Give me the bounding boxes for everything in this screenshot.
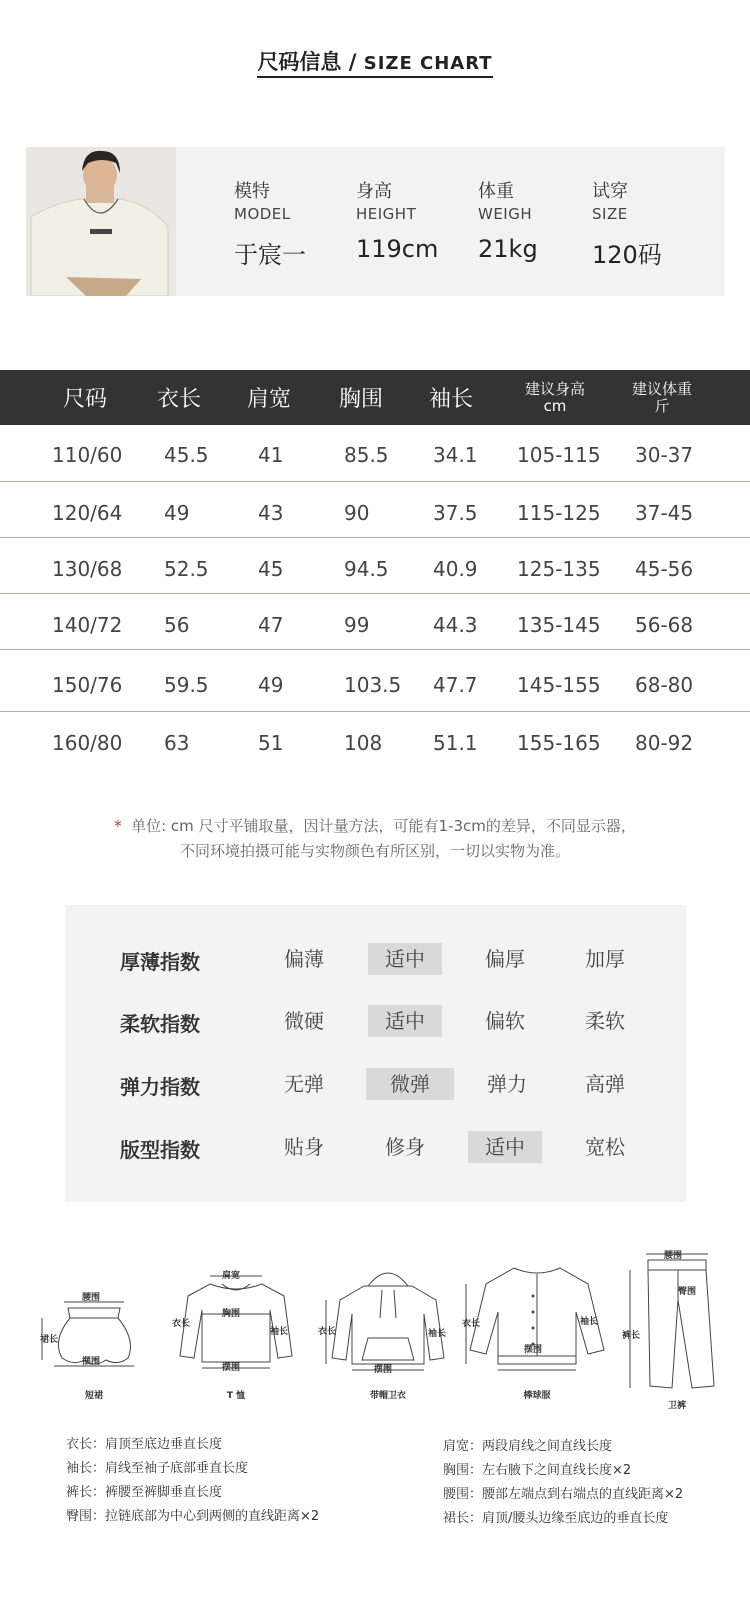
cell-length: 56 xyxy=(164,613,190,637)
definition-right: 肩宽：两段肩线之间直线长度 xyxy=(443,1439,613,1454)
definition-right: 腰围：腰部左端点到右端点的直线距离×2 xyxy=(443,1487,684,1502)
mark-length: 衣长 xyxy=(318,1327,337,1337)
mark-length: 衣长 xyxy=(172,1319,191,1329)
th-shoulder: 肩宽 xyxy=(246,387,291,412)
model-label-en: MODEL xyxy=(234,205,291,223)
index-option-selected: 适中 xyxy=(468,1131,542,1163)
cell-length: 52.5 xyxy=(164,557,209,581)
mark-waist: 腰围 xyxy=(664,1251,683,1261)
index-option: 宽松 xyxy=(585,1135,625,1159)
table-row xyxy=(0,593,750,650)
fabric-index-panel xyxy=(65,905,686,1202)
mark-sleeve: 袖长 xyxy=(270,1327,289,1337)
hoodie-diagram xyxy=(318,1260,458,1400)
cell-height: 115-125 xyxy=(517,501,601,525)
table-row xyxy=(0,481,750,538)
note-line1: 单位: cm 尺寸平铺取量，因计量方法，可能有1-3cm的差异，不同显示器， xyxy=(131,817,636,835)
cell-size: 140/72 xyxy=(52,613,123,637)
index-option: 偏软 xyxy=(485,1009,525,1033)
cell-chest: 108 xyxy=(344,731,383,755)
index-option: 高弹 xyxy=(585,1072,625,1096)
cell-height: 135-145 xyxy=(517,613,601,637)
th-weight: 建议体重 斤 xyxy=(631,379,692,415)
mark-length: 裙长 xyxy=(40,1335,59,1345)
weight-label-en: WEIGH xyxy=(478,205,533,223)
index-option: 弹力 xyxy=(487,1072,527,1096)
cell-sleeve: 44.3 xyxy=(433,613,478,637)
cell-size: 160/80 xyxy=(52,731,123,755)
index-option-selected: 适中 xyxy=(368,943,442,975)
cell-chest: 103.5 xyxy=(344,673,402,697)
th-length: 衣长 xyxy=(156,387,201,412)
model-label-cn: 模特 xyxy=(234,181,270,202)
index-option: 微硬 xyxy=(284,1009,324,1033)
definition-right: 裙长：肩顶/腰头边缘至底边的垂直长度 xyxy=(443,1511,669,1526)
definition-left: 臀围：拉链底部为中心到两侧的直线距离×2 xyxy=(66,1509,320,1524)
mark-hip: 臀围 xyxy=(678,1287,697,1297)
cell-size: 150/76 xyxy=(52,673,123,697)
definition-left: 袖长：肩线至袖子底部垂直长度 xyxy=(66,1461,249,1476)
mark-sleeve: 袖长 xyxy=(580,1317,599,1327)
index-option-selected: 微弹 xyxy=(366,1068,454,1100)
size-value: 120码 xyxy=(592,241,662,269)
cell-height: 155-165 xyxy=(517,731,601,755)
cell-sleeve: 47.7 xyxy=(433,673,478,697)
size-label-cn: 试穿 xyxy=(592,181,628,202)
definition-left: 裤长：裤腰至裤脚垂直长度 xyxy=(66,1485,223,1500)
pants-icon xyxy=(622,1248,732,1398)
note-star: * xyxy=(114,817,122,835)
index-option: 柔软 xyxy=(585,1009,625,1033)
garment-name: 短裙 xyxy=(84,1391,103,1401)
size-table-header xyxy=(0,370,750,425)
index-option: 加厚 xyxy=(585,947,625,971)
title-sep: / xyxy=(341,50,364,74)
garment-name: 带帽卫衣 xyxy=(369,1391,406,1401)
table-row xyxy=(0,711,750,767)
skirt-diagram xyxy=(34,1280,154,1400)
tshirt-diagram xyxy=(166,1266,306,1400)
sweatpants-diagram xyxy=(622,1248,732,1412)
table-row xyxy=(0,537,750,594)
index-option: 修身 xyxy=(385,1135,425,1159)
cell-sleeve: 37.5 xyxy=(433,501,478,525)
mark-hem: 摆围 xyxy=(222,1363,241,1373)
page-title xyxy=(0,46,750,76)
height-label-cn: 身高 xyxy=(356,181,392,202)
mark-hem: 摆围 xyxy=(82,1357,101,1367)
garment-name: 卫裤 xyxy=(667,1401,686,1411)
cell-chest: 85.5 xyxy=(344,443,389,467)
mark-length: 衣长 xyxy=(462,1319,481,1329)
index-label-thickness: 厚薄指数 xyxy=(120,950,200,974)
definition-right: 胸围：左右腋下之间直线长度×2 xyxy=(443,1463,632,1478)
cell-length: 49 xyxy=(164,501,190,525)
mark-sleeve: 袖长 xyxy=(428,1329,447,1339)
cell-weight: 56-68 xyxy=(635,613,694,637)
th-size: 尺码 xyxy=(62,387,107,412)
index-option-selected: 适中 xyxy=(368,1005,442,1037)
cell-sleeve: 40.9 xyxy=(433,557,478,581)
model-col-size xyxy=(592,177,662,270)
cell-length: 45.5 xyxy=(164,443,209,467)
index-option: 偏厚 xyxy=(485,947,525,971)
index-label-elasticity: 弹力指数 xyxy=(120,1075,200,1099)
th-chest: 胸围 xyxy=(338,387,383,412)
model-photo xyxy=(26,147,176,296)
index-option: 偏薄 xyxy=(284,947,324,971)
cell-length: 63 xyxy=(164,731,190,755)
definition-left: 衣长：肩顶至底边垂直长度 xyxy=(66,1437,223,1452)
cell-height: 105-115 xyxy=(517,443,601,467)
measurement-note xyxy=(0,814,750,864)
cell-weight: 45-56 xyxy=(635,557,694,581)
cell-shoulder: 41 xyxy=(258,443,284,467)
mark-hem: 摆围 xyxy=(524,1345,543,1355)
cell-chest: 94.5 xyxy=(344,557,389,581)
cell-shoulder: 47 xyxy=(258,613,284,637)
cell-height: 125-135 xyxy=(517,557,601,581)
cell-shoulder: 51 xyxy=(258,731,284,755)
baseball-jacket-diagram xyxy=(462,1256,612,1400)
table-row xyxy=(0,649,750,712)
cell-sleeve: 34.1 xyxy=(433,443,478,467)
index-option: 无弹 xyxy=(284,1072,324,1096)
cell-height: 145-155 xyxy=(517,673,601,697)
index-label-fit: 版型指数 xyxy=(120,1138,200,1162)
size-label-en: SIZE xyxy=(592,205,628,223)
height-label-en: HEIGHT xyxy=(356,205,417,223)
weight-value: 21kg xyxy=(478,235,538,263)
weight-label-cn: 体重 xyxy=(478,181,514,202)
cell-weight: 80-92 xyxy=(635,731,694,755)
th-height: 建议身高 cm xyxy=(524,379,585,415)
model-info-box xyxy=(26,147,725,296)
cell-weight: 30-37 xyxy=(635,443,694,467)
cell-size: 110/60 xyxy=(52,443,123,467)
cell-sleeve: 51.1 xyxy=(433,731,478,755)
mark-length: 裤长 xyxy=(622,1331,641,1341)
mark-hem: 摆围 xyxy=(374,1365,393,1375)
index-option: 贴身 xyxy=(284,1135,324,1159)
model-name-value: 于宸一 xyxy=(234,241,306,269)
cell-shoulder: 45 xyxy=(258,557,284,581)
height-value: 119cm xyxy=(356,235,439,263)
garment-name: T 恤 xyxy=(226,1391,246,1401)
garment-name: 棒球服 xyxy=(523,1391,551,1401)
cell-chest: 99 xyxy=(344,613,370,637)
mark-waist: 腰围 xyxy=(82,1293,101,1303)
cell-size: 120/64 xyxy=(52,501,123,525)
model-col-weight xyxy=(478,177,538,263)
cell-size: 130/68 xyxy=(52,557,123,581)
model-col-model xyxy=(234,177,306,270)
title-cn: 尺码信息 xyxy=(257,50,342,74)
cell-weight: 37-45 xyxy=(635,501,694,525)
cell-shoulder: 43 xyxy=(258,501,284,525)
table-row xyxy=(0,425,750,482)
title-en: SIZE CHART xyxy=(363,53,493,74)
cell-length: 59.5 xyxy=(164,673,209,697)
cell-chest: 90 xyxy=(344,501,370,525)
model-col-height xyxy=(356,177,438,263)
note-line2: 不同环境拍摄可能与实物颜色有所区别，一切以实物为准。 xyxy=(179,842,570,860)
cell-weight: 68-80 xyxy=(635,673,694,697)
hoodie-icon xyxy=(318,1260,458,1376)
mark-chest: 胸围 xyxy=(222,1309,241,1319)
mark-shoulder: 肩宽 xyxy=(222,1271,241,1281)
th-sleeve: 袖长 xyxy=(428,387,473,412)
cell-shoulder: 49 xyxy=(258,673,284,697)
index-label-softness: 柔软指数 xyxy=(120,1012,200,1036)
